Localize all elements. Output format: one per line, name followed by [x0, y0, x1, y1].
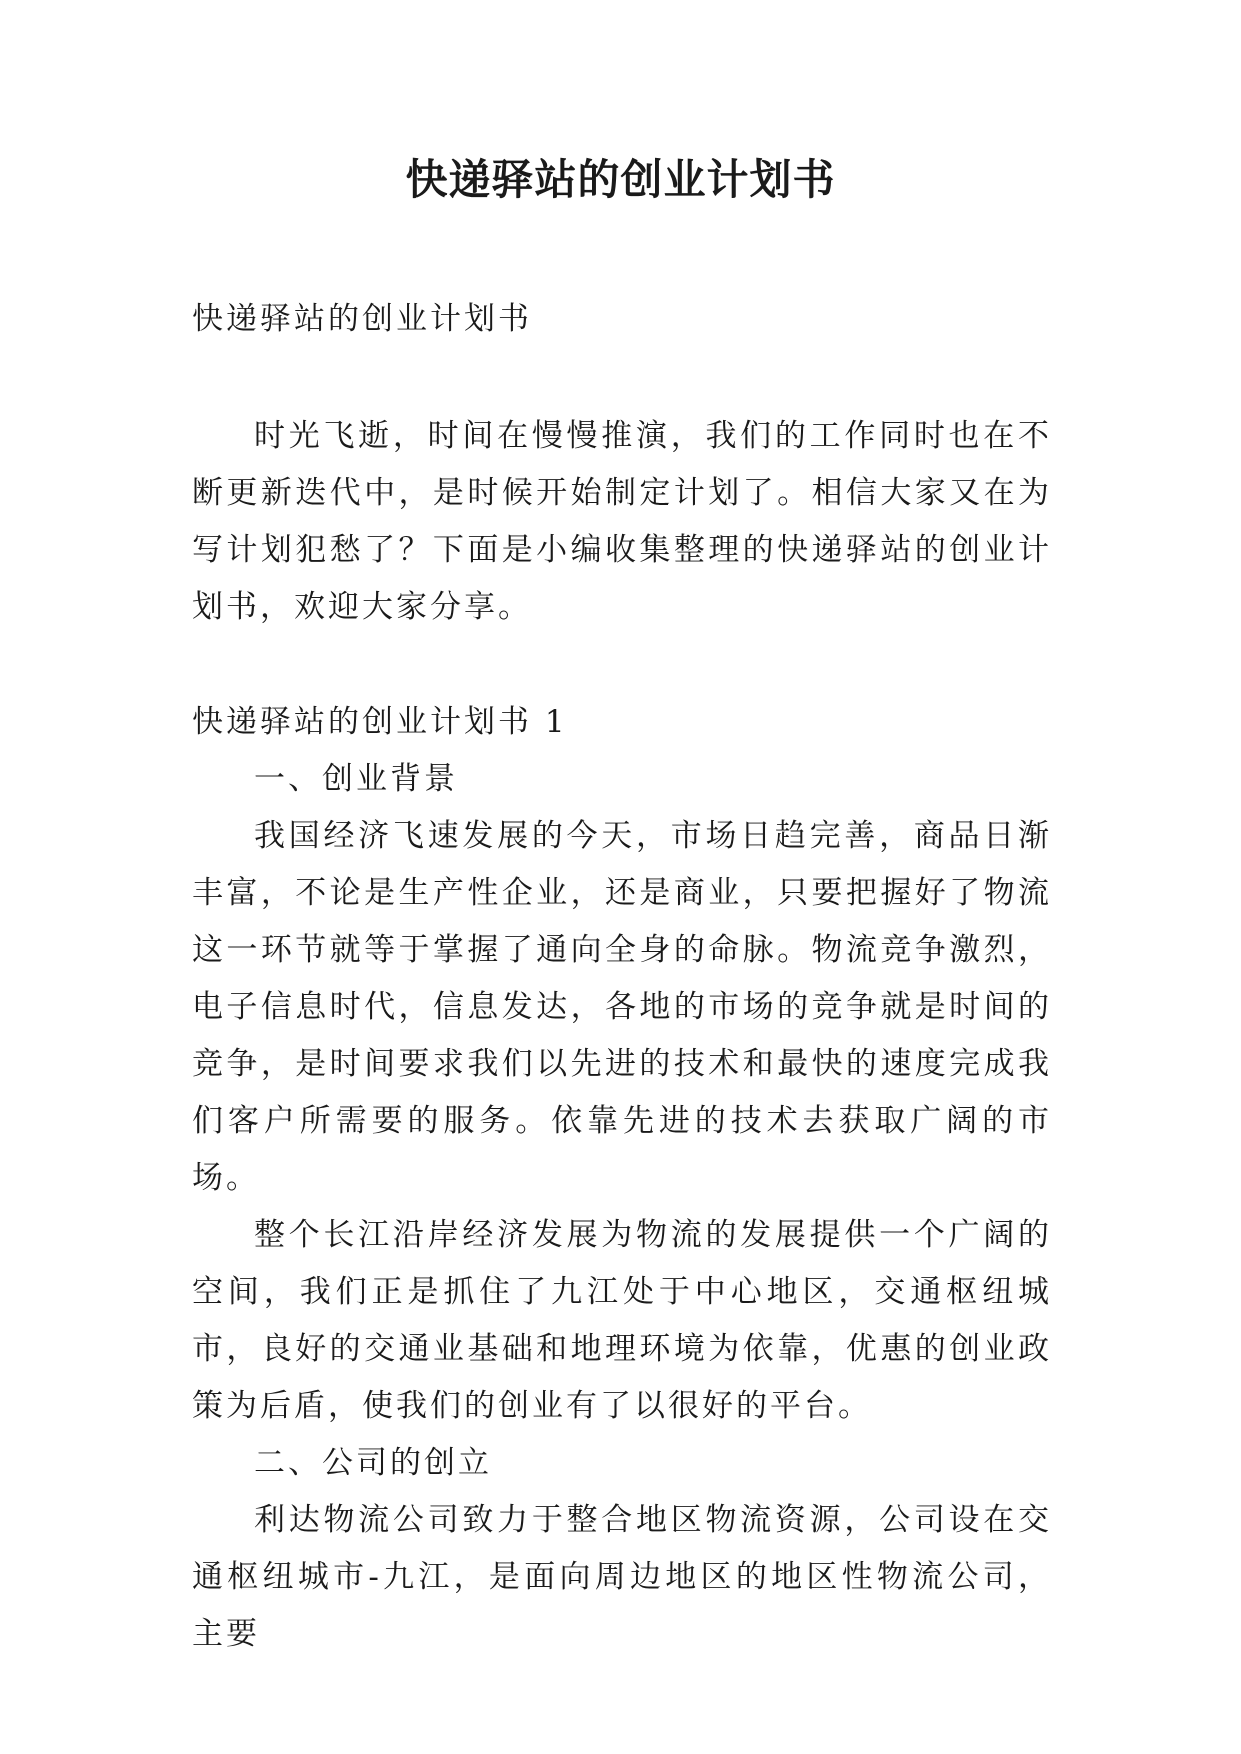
paragraph-background-1: 我国经济飞速发展的今天，市场日趋完善，商品日渐丰富，不论是生产性企业，还是商业，只要把握好了物流这一环节就等于掌握了通向全身的命脉。物流竞争激烈，电子信息时代，信息发达，各地的市场的竞争就是时间的竞争，是时间要求我们以先进的技术和最快的速度完成我们客户所需要的服务。依靠先进的技术去获取广阔的市场。: [192, 818, 1052, 1196]
heading-background: 一、创业背景: [254, 761, 458, 797]
document-subtitle: 快递驿站的创业计划书: [192, 301, 532, 337]
document-body: [192, 291, 1052, 1663]
spacer: [192, 348, 1052, 408]
heading-company: 二、公司的创立: [254, 1445, 492, 1481]
document-title: 快递驿站的创业计划书: [405, 155, 836, 204]
intro-paragraph: 时光飞逝，时间在慢慢推演，我们的工作同时也在不断更新迭代中，是时候开始制定计划了。相信大家又在为写计划犯愁了？下面是小编收集整理的快递驿站的创业计划书，欢迎大家分享。: [192, 418, 1052, 625]
paragraph-company: 利达物流公司致力于整合地区物流资源，公司设在交通枢纽城市-九江，是面向周边地区的地区性物流公司，主要: [192, 1502, 1052, 1652]
paragraph-background-2: 整个长江沿岸经济发展为物流的发展提供一个广阔的空间，我们正是抓住了九江处于中心地区，交通枢纽城市，良好的交通业基础和地理环境为依靠，优惠的创业政策为后盾，使我们的创业有了以很好的平台。: [192, 1217, 1052, 1424]
section-title: 快递驿站的创业计划书 1: [192, 704, 568, 740]
spacer: [192, 636, 1052, 694]
